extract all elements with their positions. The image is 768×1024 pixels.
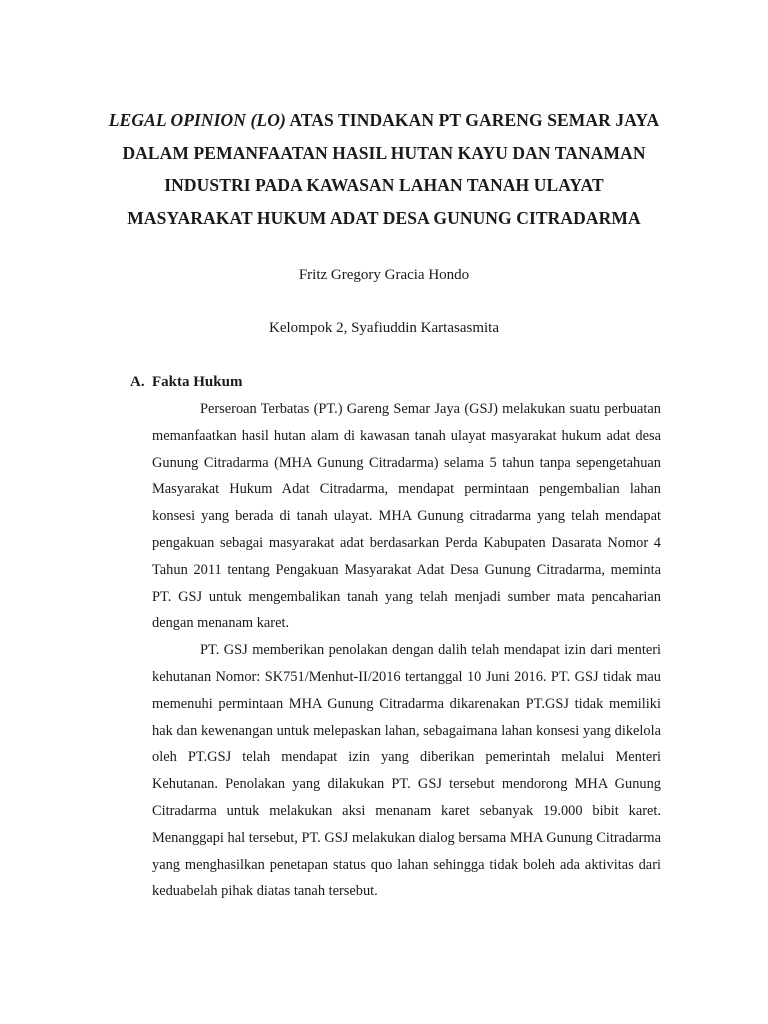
author-name: Fritz Gregory Gracia Hondo — [298, 267, 470, 283]
section-body — [152, 396, 661, 905]
title-italic-part: LEGAL OPINION (LO) — [108, 110, 286, 130]
title-rest: ATAS TINDAKAN PT GARENG SEMAR JAYA DALAM PEMANFAATAN HASIL HUTAN KAYU DAN TANAMAN INDUSTRI PADA KAWASAN LAHAN TANAH ULAYAT MASYARAKAT HUKUM ADAT DESA GUNUNG CITRADARMA — [122, 110, 660, 228]
section-heading — [130, 372, 650, 392]
section-title: Fakta Hukum — [152, 374, 243, 390]
section-number: A. — [130, 374, 145, 390]
group-affiliation: Kelompok 2, Syafiuddin Kartasasmita — [269, 320, 499, 336]
paragraph: PT. GSJ memberikan penolakan dengan dalih telah mendapat izin dari menteri kehutanan Nomor: SK751/Menhut-II/2016 tertanggal 10 Juni 2016. PT. GSJ tidak mau memenuhi permintaan MHA Gunung Citradarma dikarenakan PT.GSJ tidak memiliki hak dan kewenangan untuk melepaskan lahan, sebagaimana lahan konsesi yang dikelola oleh PT.GSJ telah mendapat izin yang diberikan pemerintah melalui Menteri Kehutanan. Penolakan yang dilakukan PT. GSJ tersebut mendorong MHA Gunung Citradarma untuk melakukan aksi menanam karet sebanyak 19.000 bibit karet. Menanggapi hal tersebut, PT. GSJ melakukan dialog bersama MHA Gunung Citradarma yang menghasilkan penetapan status quo lahan sehingga tidak boleh ada aktivitas dari keduabelah pihak diatas tanah tersebut. — [152, 642, 661, 900]
document-title — [100, 104, 668, 234]
paragraph: Perseroan Terbatas (PT.) Gareng Semar Jaya (GSJ) melakukan suatu perbuatan memanfaatkan hasil hutan alam di kawasan tanah ulayat masyarakat hukum adat desa Gunung Citradarma (MHA Gunung Citradarma) selama 5 tahun tanpa sepengetahuan Masyarakat Hukum Adat Citradarma, mendapat permintaan pengembalian lahan konsesi yang berada di tanah ulayat. MHA Gunung citradarma yang telah mendapat pengakuan sebagai masyarakat adat berdasarkan Perda Kabupaten Dasarata Nomor 4 Tahun 2011 tentang Pengakuan Masyarakat Adat Desa Gunung Citradarma, meminta PT. GSJ untuk mengembalikan tanah yang telah menjadi sumber mata pencaharian dengan menanam karet. — [152, 401, 661, 632]
section-fakta-hukum — [130, 372, 650, 392]
